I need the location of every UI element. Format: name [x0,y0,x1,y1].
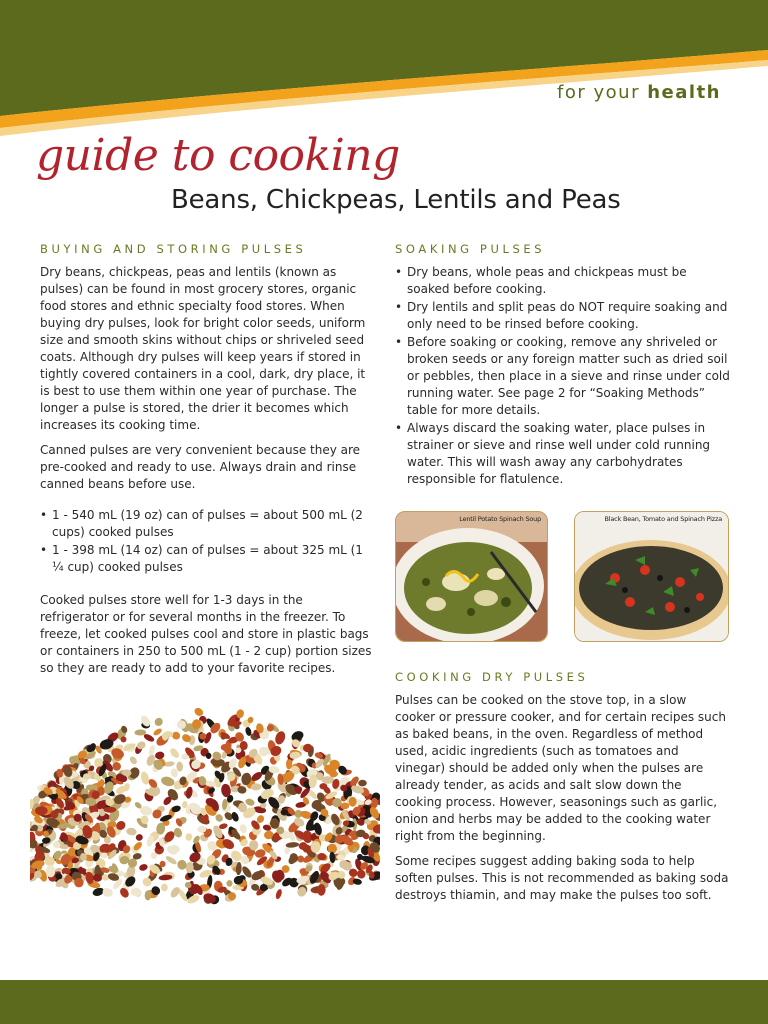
pulse-seed [35,806,48,815]
pulse-seed [154,751,165,760]
pulse-seed [176,761,183,771]
pulse-seed [239,823,248,833]
list-item: • Dry beans, whole peas and chickpeas must be soaked before cooking. [395,264,730,298]
soup-image [396,512,547,641]
soaking-section [395,264,730,489]
list-item: • Before soaking or cooking, remove any shriveled or broken seeds or any foreign matter such as dried soil or pebbles, then place in a sieve and rinse under cold running water. See page 2 for “Soaking Methods” table for more details. [395,334,730,419]
cooking-paragraph-2: Some recipes suggest adding baking soda to help soften pulses. This is not recommended as baking soda destroys thiamin, and may make the pulses too soft. [395,854,729,902]
pizza-image [575,512,728,641]
pulse-seed [165,855,178,866]
pulses-pile-image [30,700,380,910]
list-item: • 1 - 398 mL (14 oz) can of pulses = about 325 mL (1 ¼ cup) cooked pulses [40,542,375,576]
buying-paragraph-2: Canned pulses are very convenient because they are pre-cooked and ready to use. Always drain and rinse canned beans before use. [40,443,361,491]
pulse-seed [358,780,367,787]
pulse-seed [130,887,142,897]
buying-paragraph-1: Dry beans, chickpeas, peas and lentils (known as pulses) can be found in most grocery stores, organic food stores and ethnic specialty food stores. When buying dry pulses, look for bright color seeds, uniform size and smooth skins without chips or shriveled seed coats. Although dry pulses will keep years if stored in tightly covered containers in a cool, dark, dry place, it is best to use them within one year of purchase. The longer a pulse is stored, the drier it becomes which increases its cooking time. [40,265,366,432]
can-conversion-list [40,507,375,576]
pulse-seed [273,730,286,746]
list-item: • Dry lentils and split peas do NOT require soaking and only need to be rinsed before cooking. [395,299,730,333]
pulse-seed [129,755,139,765]
pulse-seed [152,727,163,736]
pulse-seed [55,873,62,879]
soaking-heading: SOAKING PULSES [395,242,546,256]
pulse-seed [275,888,283,899]
buying-paragraph-3: Cooked pulses store well for 1-3 days in the refrigerator or for several months in the freezer. To freeze, let cooked pulses cool and store in plastic bags or containers in 250 to 500 mL (1 - 2 cup) portion sizes so they are ready to add to your favorite recipes. [40,593,372,675]
pulse-seed [138,863,148,872]
pulse-seed [169,747,181,760]
header-band [0,0,768,150]
pulse-seed [356,869,367,880]
pulse-seed [186,862,194,873]
pulse-seed [226,880,233,888]
page-subtitle: Beans, Chickpeas, Lentils and Peas [171,185,621,215]
list-item: • 1 - 540 mL (19 oz) can of pulses = about 500 mL (2 cups) cooked pulses [40,507,375,541]
pulse-seed [140,771,151,786]
pulse-seed [153,716,164,727]
footer-band [0,980,768,1024]
buying-heading: BUYING AND STORING PULSES [40,242,307,256]
soup-caption: Lentil Potato Spinach Soup [459,515,541,523]
pulse-seed [148,744,156,756]
pulse-seed [161,884,168,892]
pizza-caption: Black Bean, Tomato and Spinach Pizza [604,515,722,523]
tagline: for your health [557,82,721,103]
cooking-paragraph-1: Pulses can be cooked on the stove top, in a slow cooker or pressure cooker, and for certain recipes such as baked beans, in the oven. Regardless of method used, acidic ingredients (such as tomatoes and vinegar) should be added only when the pulses are already tender, as acids and salt slow down the cooking process. However, seasonings such as garlic, onion and herbs may be added to the cooking water right from the beginning. [395,693,726,843]
pulse-seed [126,827,137,836]
pulse-seed [160,775,176,787]
pulse-seed [185,786,194,799]
soup-photo [395,511,548,642]
buying-section [40,264,375,685]
pizza-photo [574,511,729,642]
cooking-section [395,692,730,912]
soaking-list [395,264,730,488]
list-item: • Always discard the soaking water, place pulses in strainer or sieve and rinse well under cold running water. This will wash away any carbohydrates responsible for flatulence. [395,420,730,488]
pulse-seed [135,833,144,842]
page-title: guide to cooking [36,130,400,181]
pulse-seed [185,833,193,842]
cooking-heading: COOKING DRY PULSES [395,670,589,684]
